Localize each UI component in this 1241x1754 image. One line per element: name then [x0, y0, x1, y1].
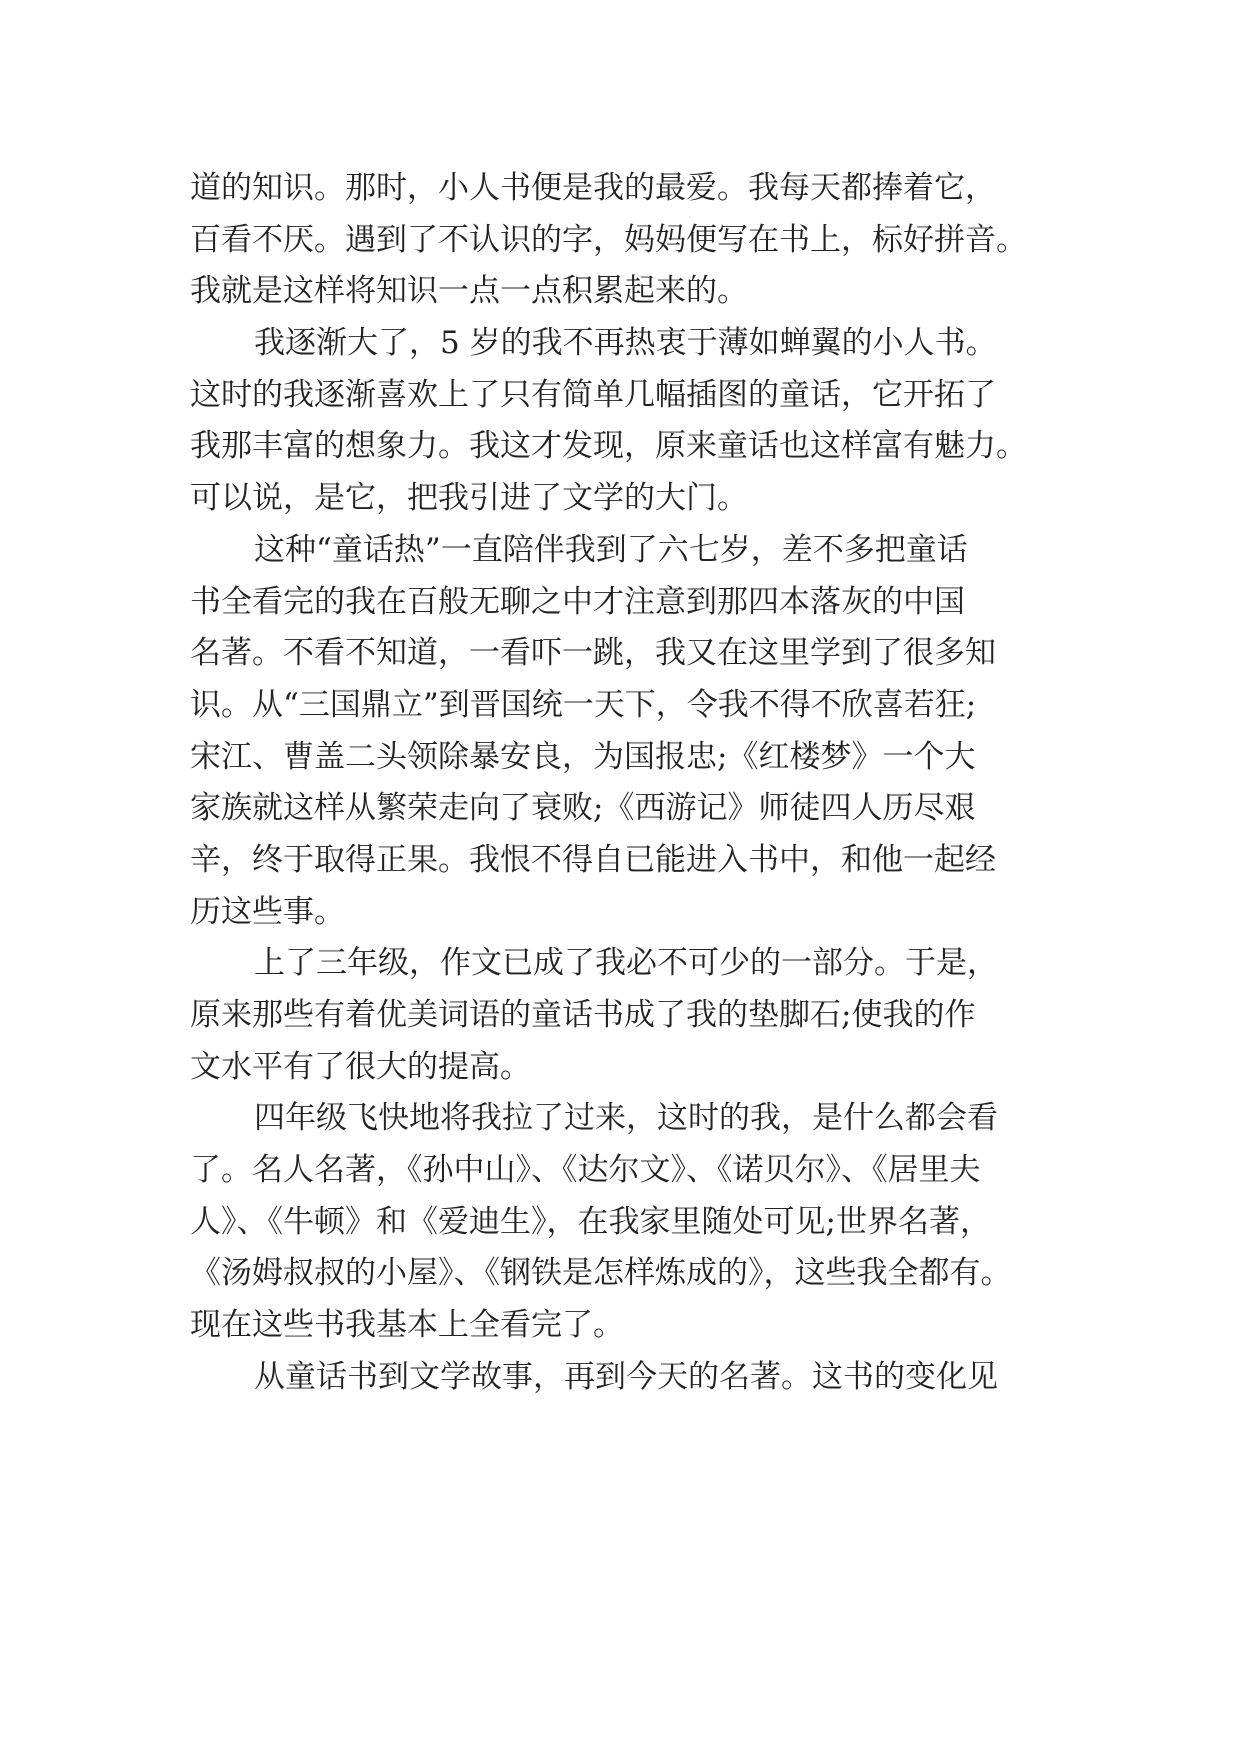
text-line: 辛，终于取得正果。我恨不得自已能进入书中，和他一起经 [190, 841, 996, 878]
text-line: 我那丰富的想象力。我这才发现，原来童话也这样富有魅力。 [190, 428, 1027, 465]
text-line: 现在这些书我基本上全看完了。 [190, 1307, 624, 1344]
text-line: 从童话书到文学故事，再到今天的名著。这书的变化见 [254, 1358, 998, 1395]
text-line: 人》、《牛顿》和《爱迪生》，在我家里随处可见;世界名著， [190, 1203, 991, 1240]
text-line: 名著。不看不知道，一看吓一跳，我又在这里学到了很多知 [190, 635, 996, 672]
text-line: 这时的我逐渐喜欢上了只有简单几幅插图的童话，它开拓了 [190, 376, 996, 413]
body-text [190, 163, 1090, 1404]
text-line: 了。名人名著，《孙中山》、《达尔文》、《诺贝尔》、《居里夫 [190, 1152, 981, 1189]
text-line: 这种“童话热”一直陪伴我到了六七岁，差不多把童话 [254, 531, 968, 568]
paragraph [190, 163, 1090, 318]
text-line: 历这些事。 [190, 893, 345, 930]
text-line: 家族就这样从繁荣走向了衰败;《西游记》师徒四人历尽艰 [190, 790, 976, 827]
paragraph [190, 1352, 1090, 1404]
text-line: 百看不厌。遇到了不认识的字，妈妈便写在书上，标好拼音。 [190, 221, 1027, 258]
text-line: 识。从“三国鼎立”到晋国统一天下，令我不得不欣喜若狂; [190, 686, 977, 723]
paragraph [190, 938, 1090, 1093]
paragraph [190, 525, 1090, 939]
text-line: 《汤姆叔叔的小屋》、《钢铁是怎样炼成的》，这些我全都有。 [190, 1255, 1012, 1292]
text-line: 我逐渐大了，5 岁的我不再热衷于薄如蝉翼的小人书。 [254, 325, 997, 362]
text-line: 文水平有了很大的提高。 [190, 1048, 531, 1085]
paragraph [190, 1093, 1090, 1351]
text-line: 上了三年级，作文已成了我必不可少的一部分。于是， [254, 945, 998, 982]
text-line: 四年级飞快地将我拉了过来，这时的我，是什么都会看 [254, 1100, 998, 1137]
text-line: 我就是这样将知识一点一点积累起来的。 [190, 273, 748, 310]
text-line: 可以说，是它，把我引进了文学的大门。 [190, 480, 748, 517]
text-line: 原来那些有着优美词语的童话书成了我的垫脚石;使我的作 [190, 997, 976, 1033]
text-line: 道的知识。那时，小人书便是我的最爱。我每天都捧着它， [190, 170, 996, 206]
text-line: 宋江、曹盖二头领除暴安良，为国报忠;《红楼梦》一个大 [190, 738, 976, 775]
paragraph [190, 318, 1090, 525]
text-line: 书全看完的我在百般无聊之中才注意到那四本落灰的中国 [190, 583, 965, 620]
